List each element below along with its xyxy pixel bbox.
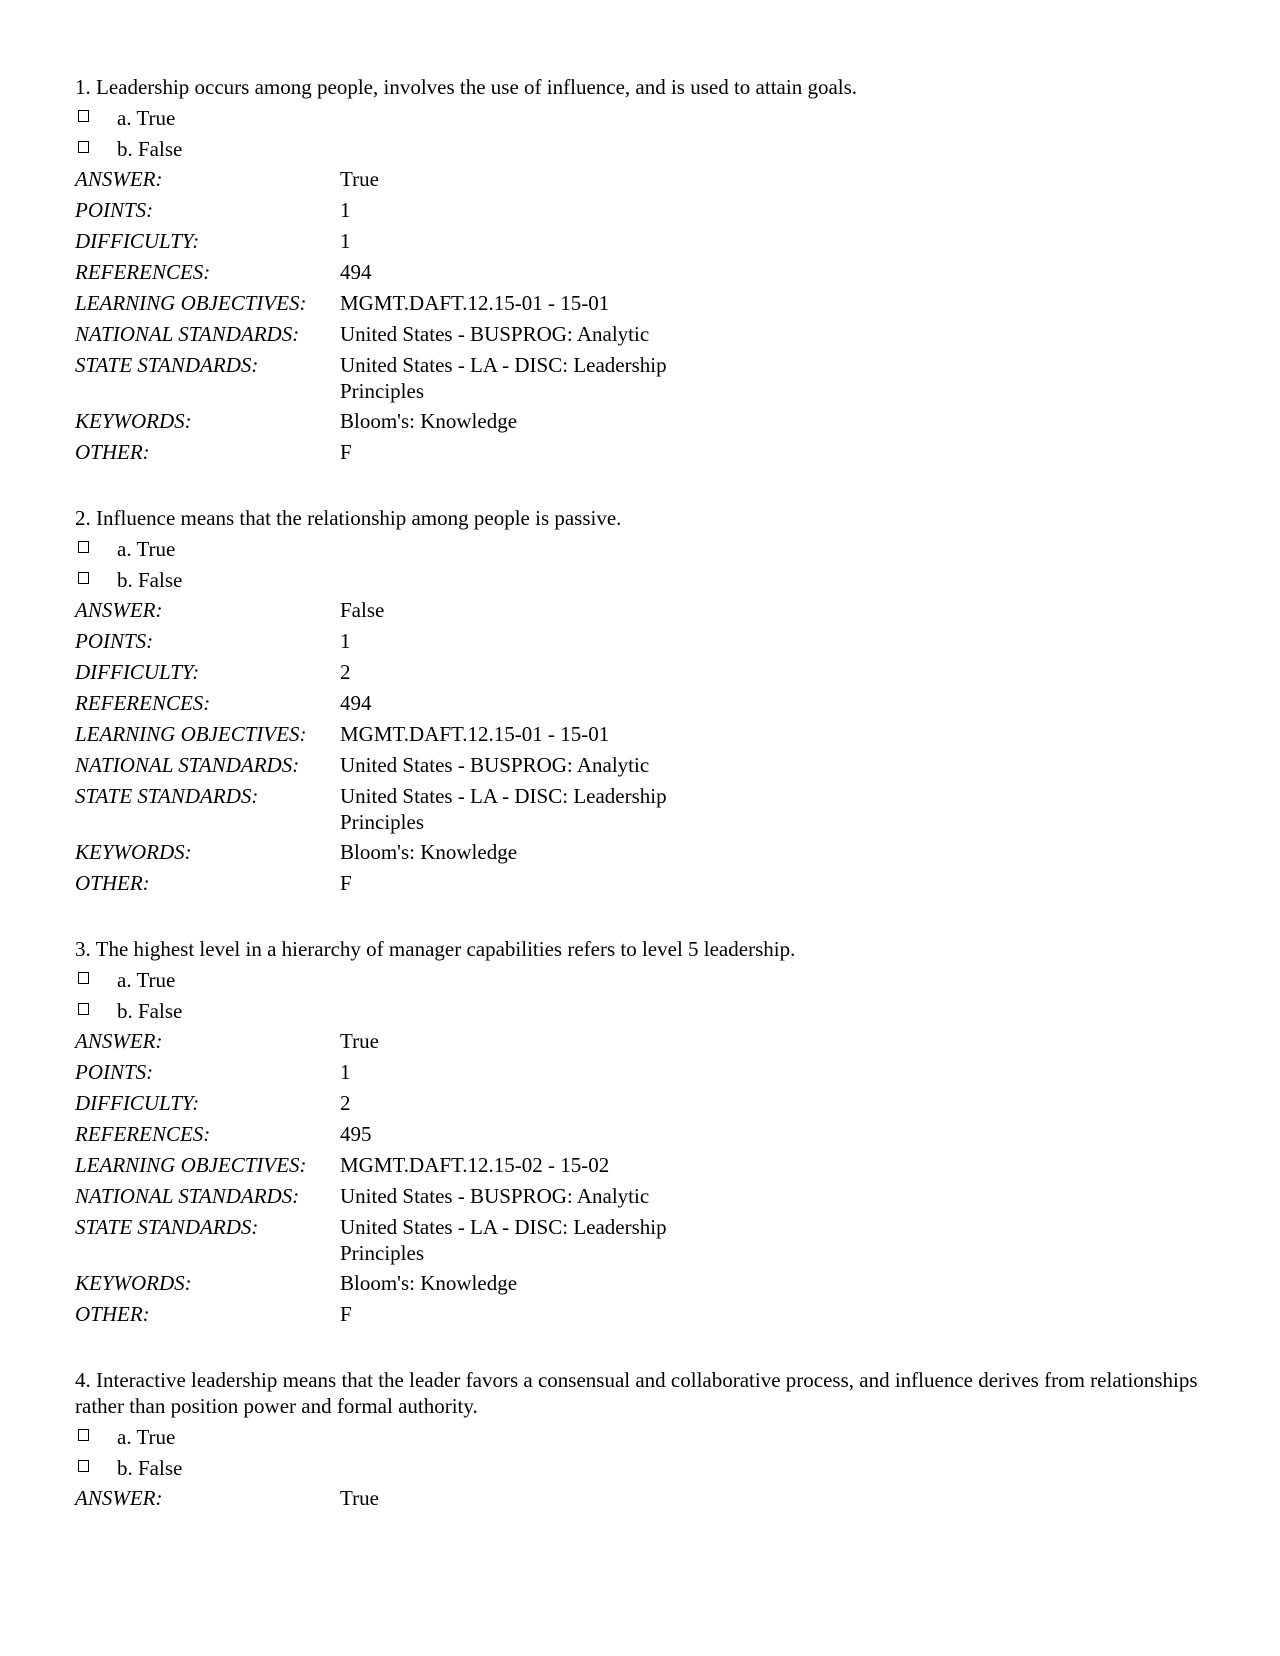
question-2 xyxy=(75,505,1205,899)
keywords-value: Bloom's: Knowledge xyxy=(340,1271,518,1295)
references-label: REFERENCES: xyxy=(75,260,211,284)
checkbox-icon[interactable] xyxy=(78,572,89,584)
difficulty-label: DIFFICULTY: xyxy=(75,1091,200,1115)
references-row xyxy=(75,688,1205,719)
state-standards-label: STATE STANDARDS: xyxy=(75,353,259,377)
difficulty-label: DIFFICULTY: xyxy=(75,229,200,253)
national-standards-row xyxy=(75,319,1205,350)
references-value: 494 xyxy=(340,260,372,284)
question-text: 2. Influence means that the relationship among people is passive. xyxy=(75,506,622,530)
checkbox-icon[interactable] xyxy=(78,972,89,984)
state-standards-value: United States - LA - DISC: Leadership Principles xyxy=(340,1215,667,1265)
national-standards-label: NATIONAL STANDARDS: xyxy=(75,322,300,346)
learning-objectives-row xyxy=(75,1150,1205,1181)
answer-value: True xyxy=(340,1486,379,1510)
other-value: F xyxy=(340,871,352,895)
document-page xyxy=(75,74,1205,1551)
other-row xyxy=(75,437,1205,468)
keywords-value: Bloom's: Knowledge xyxy=(340,840,518,864)
answer-label: ANSWER: xyxy=(75,1029,163,1053)
option-false[interactable] xyxy=(75,995,1205,1026)
checkbox-icon[interactable] xyxy=(78,541,89,553)
answer-row xyxy=(75,1483,1205,1514)
references-label: REFERENCES: xyxy=(75,691,211,715)
checkbox-icon[interactable] xyxy=(78,1429,89,1441)
other-row xyxy=(75,1299,1205,1330)
learning-objectives-label: LEARNING OBJECTIVES: xyxy=(75,291,307,315)
option-label: a. True xyxy=(117,536,176,561)
answer-row xyxy=(75,595,1205,626)
national-standards-row xyxy=(75,750,1205,781)
option-true[interactable] xyxy=(75,1421,1205,1452)
learning-objectives-row xyxy=(75,288,1205,319)
difficulty-value: 2 xyxy=(340,1091,351,1115)
question-3 xyxy=(75,936,1205,1330)
question-4 xyxy=(75,1367,1205,1514)
difficulty-label: DIFFICULTY: xyxy=(75,660,200,684)
option-true[interactable] xyxy=(75,102,1205,133)
option-true[interactable] xyxy=(75,964,1205,995)
checkbox-icon[interactable] xyxy=(78,1460,89,1472)
references-value: 495 xyxy=(340,1122,372,1146)
points-value: 1 xyxy=(340,629,351,653)
points-value: 1 xyxy=(340,198,351,222)
option-false[interactable] xyxy=(75,133,1205,164)
state-standards-row xyxy=(75,1212,1205,1268)
references-row xyxy=(75,1119,1205,1150)
option-false[interactable] xyxy=(75,564,1205,595)
keywords-label: KEYWORDS: xyxy=(75,840,192,864)
question-text: 4. Interactive leadership means that the leader favors a consensual and collaborative process, and influence derives from relationships rather than position power and formal authority. xyxy=(75,1368,1198,1418)
national-standards-label: NATIONAL STANDARDS: xyxy=(75,753,300,777)
option-label: a. True xyxy=(117,105,176,130)
question-text: 1. Leadership occurs among people, involves the use of influence, and is used to attain goals. xyxy=(75,75,858,99)
learning-objectives-row xyxy=(75,719,1205,750)
points-label: POINTS: xyxy=(75,629,154,653)
option-true[interactable] xyxy=(75,533,1205,564)
keywords-row xyxy=(75,406,1205,437)
national-standards-value: United States - BUSPROG: Analytic xyxy=(340,322,650,346)
references-value: 494 xyxy=(340,691,372,715)
option-label: a. True xyxy=(117,1424,176,1449)
references-row xyxy=(75,257,1205,288)
option-label: b. False xyxy=(117,567,183,592)
checkbox-icon[interactable] xyxy=(78,141,89,153)
state-standards-label: STATE STANDARDS: xyxy=(75,784,259,808)
national-standards-row xyxy=(75,1181,1205,1212)
keywords-value: Bloom's: Knowledge xyxy=(340,409,518,433)
other-label: OTHER: xyxy=(75,1302,150,1326)
difficulty-row xyxy=(75,657,1205,688)
difficulty-value: 1 xyxy=(340,229,351,253)
keywords-label: KEYWORDS: xyxy=(75,1271,192,1295)
question-1 xyxy=(75,74,1205,468)
other-value: F xyxy=(340,1302,352,1326)
points-row xyxy=(75,626,1205,657)
difficulty-row xyxy=(75,226,1205,257)
state-standards-row xyxy=(75,781,1205,837)
option-label: a. True xyxy=(117,967,176,992)
option-label: b. False xyxy=(117,136,183,161)
answer-value: True xyxy=(340,1029,379,1053)
points-label: POINTS: xyxy=(75,198,154,222)
answer-row xyxy=(75,1026,1205,1057)
learning-objectives-value: MGMT.DAFT.12.15-02 - 15-02 xyxy=(340,1153,610,1177)
national-standards-value: United States - BUSPROG: Analytic xyxy=(340,753,650,777)
national-standards-value: United States - BUSPROG: Analytic xyxy=(340,1184,650,1208)
state-standards-value: United States - LA - DISC: Leadership Principles xyxy=(340,784,667,834)
learning-objectives-label: LEARNING OBJECTIVES: xyxy=(75,1153,307,1177)
difficulty-value: 2 xyxy=(340,660,351,684)
state-standards-value: United States - LA - DISC: Leadership Principles xyxy=(340,353,667,403)
question-text: 3. The highest level in a hierarchy of manager capabilities refers to level 5 leadership. xyxy=(75,937,796,961)
points-value: 1 xyxy=(340,1060,351,1084)
other-label: OTHER: xyxy=(75,440,150,464)
national-standards-label: NATIONAL STANDARDS: xyxy=(75,1184,300,1208)
option-false[interactable] xyxy=(75,1452,1205,1483)
other-label: OTHER: xyxy=(75,871,150,895)
answer-value: False xyxy=(340,598,385,622)
difficulty-row xyxy=(75,1088,1205,1119)
answer-label: ANSWER: xyxy=(75,598,163,622)
option-label: b. False xyxy=(117,998,183,1023)
other-value: F xyxy=(340,440,352,464)
answer-value: True xyxy=(340,167,379,191)
learning-objectives-value: MGMT.DAFT.12.15-01 - 15-01 xyxy=(340,722,610,746)
points-row xyxy=(75,195,1205,226)
learning-objectives-label: LEARNING OBJECTIVES: xyxy=(75,722,307,746)
checkbox-icon[interactable] xyxy=(78,110,89,122)
other-row xyxy=(75,868,1205,899)
keywords-row xyxy=(75,1268,1205,1299)
state-standards-row xyxy=(75,350,1205,406)
checkbox-icon[interactable] xyxy=(78,1003,89,1015)
answer-label: ANSWER: xyxy=(75,167,163,191)
learning-objectives-value: MGMT.DAFT.12.15-01 - 15-01 xyxy=(340,291,610,315)
references-label: REFERENCES: xyxy=(75,1122,211,1146)
keywords-label: KEYWORDS: xyxy=(75,409,192,433)
option-label: b. False xyxy=(117,1455,183,1480)
points-label: POINTS: xyxy=(75,1060,154,1084)
answer-label: ANSWER: xyxy=(75,1486,163,1510)
keywords-row xyxy=(75,837,1205,868)
points-row xyxy=(75,1057,1205,1088)
state-standards-label: STATE STANDARDS: xyxy=(75,1215,259,1239)
answer-row xyxy=(75,164,1205,195)
